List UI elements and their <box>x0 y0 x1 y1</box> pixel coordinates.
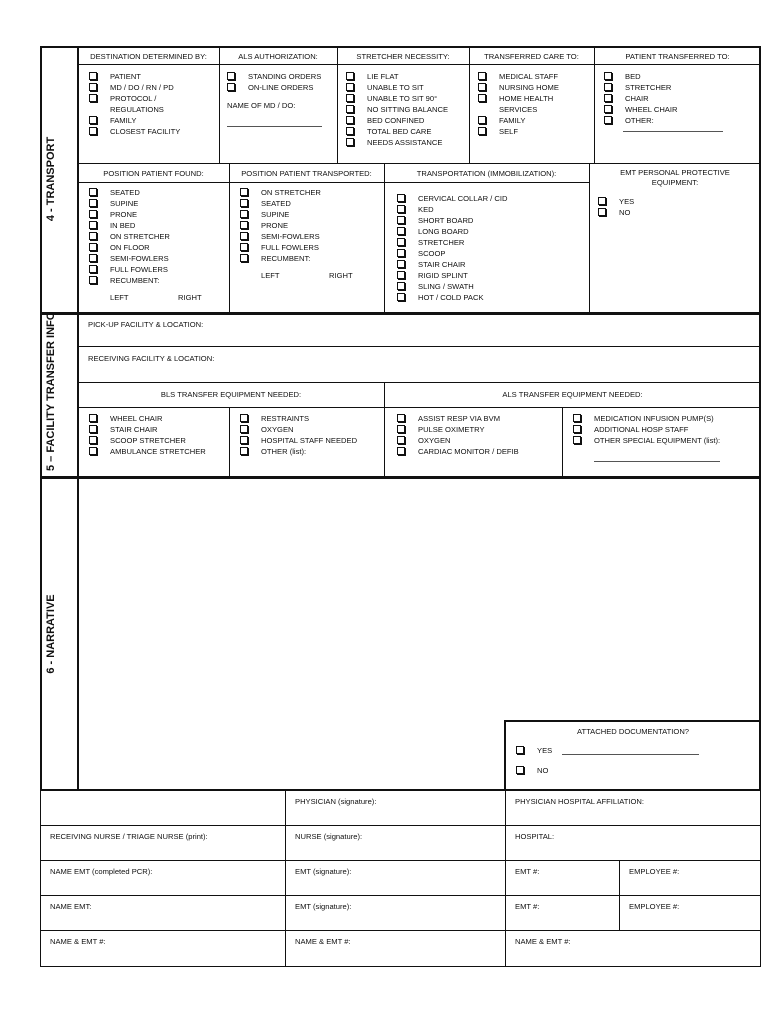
checkbox[interactable] <box>240 210 248 218</box>
checkbox[interactable] <box>89 425 97 433</box>
list-item[interactable]: PROTOCOL / REGULATIONS <box>89 93 180 115</box>
list-item[interactable]: WHEEL CHAIR <box>604 104 677 115</box>
list-item[interactable]: BED CONFINED <box>346 115 448 126</box>
checkbox[interactable] <box>397 205 405 213</box>
col-divider <box>505 790 506 967</box>
list-item[interactable]: OTHER (list): <box>240 446 357 457</box>
immobilization-title: TRANSPORTATION (IMMOBILIZATION): <box>416 169 557 178</box>
md-name-field[interactable] <box>227 126 322 127</box>
als-auth-title: ALS AUTHORIZATION: <box>238 52 318 61</box>
attached-doc-title: ATTACHED DOCUMENTATION? <box>576 727 690 736</box>
row-divider <box>40 895 761 896</box>
checkbox[interactable] <box>89 436 97 444</box>
list-item[interactable]: PRONE <box>240 220 321 231</box>
col-divider <box>562 407 563 478</box>
checkbox[interactable] <box>89 221 97 229</box>
checkbox[interactable] <box>240 188 248 196</box>
checkbox[interactable] <box>397 436 405 444</box>
list-item[interactable]: STRETCHER <box>604 82 677 93</box>
list-item[interactable]: NEEDS ASSISTANCE <box>346 137 448 148</box>
list-item[interactable]: SHORT BOARD <box>397 215 507 226</box>
list-item[interactable]: RIGID SPLINT <box>397 270 507 281</box>
checkbox[interactable] <box>89 243 97 251</box>
checkbox[interactable] <box>478 116 486 124</box>
bls-col2-list <box>240 413 357 457</box>
list-item[interactable]: KED <box>397 204 507 215</box>
checkbox[interactable] <box>346 116 354 124</box>
other-transfer-field[interactable] <box>623 131 723 132</box>
checkbox[interactable] <box>397 271 405 279</box>
list-item[interactable]: STANDING ORDERS <box>227 71 321 82</box>
als-title: ALS TRANSFER EQUIPMENT NEEDED: <box>502 390 643 399</box>
als-col1-list <box>397 413 519 457</box>
ppe-title-1: EMT PERSONAL PROTECTIVE <box>620 168 730 177</box>
col-divider <box>285 790 286 967</box>
list-item[interactable]: SUPINE <box>240 209 321 220</box>
checkbox[interactable] <box>240 425 248 433</box>
checkbox[interactable] <box>397 425 405 433</box>
other-special-equipment-field[interactable] <box>594 461 720 462</box>
list-item[interactable]: HOME HEALTH SERVICES <box>478 93 569 115</box>
checkbox[interactable] <box>397 249 405 257</box>
list-item[interactable]: BED <box>604 71 677 82</box>
col-divider <box>384 163 385 314</box>
emt-number-label: EMT #: <box>515 867 540 876</box>
list-item[interactable]: HOSPITAL STAFF NEEDED <box>240 435 357 446</box>
checkbox[interactable] <box>227 72 235 80</box>
list-item[interactable]: NO <box>598 207 634 218</box>
transport-section-label: 4 - TRANSPORT <box>45 136 57 222</box>
list-item[interactable]: NURSING HOME <box>478 82 569 93</box>
list-item[interactable]: HOT / COLD PACK <box>397 292 507 303</box>
list-item[interactable]: NO <box>516 765 552 776</box>
checkbox[interactable] <box>397 227 405 235</box>
list-item[interactable]: RECUMBENT: <box>89 275 170 286</box>
checkbox[interactable] <box>573 414 581 422</box>
checkbox[interactable] <box>346 127 354 135</box>
pickup-facility-label: PICK-UP FACILITY & LOCATION: <box>88 320 204 329</box>
checkbox[interactable] <box>604 83 612 91</box>
row-divider <box>78 163 761 164</box>
checkbox[interactable] <box>478 83 486 91</box>
pos-found-list <box>89 187 170 286</box>
list-item[interactable]: ON-LINE ORDERS <box>227 82 321 93</box>
checkbox[interactable] <box>89 254 97 262</box>
checkbox[interactable] <box>89 83 97 91</box>
name-emt-label: NAME EMT: <box>50 902 92 911</box>
transport-label-divider <box>77 46 79 314</box>
list-item[interactable]: PULSE OXIMETRY <box>397 424 519 435</box>
list-item[interactable]: TOTAL BED CARE <box>346 126 448 137</box>
pos-found-left[interactable]: LEFT <box>110 293 129 302</box>
pos-transported-list <box>240 187 321 264</box>
list-item[interactable]: UNABLE TO SIT 90° <box>346 93 448 104</box>
name-emt-pcr-label: NAME EMT (completed PCR): <box>50 867 153 876</box>
list-item[interactable]: YES <box>598 196 634 207</box>
list-item[interactable]: ASSIST RESP VIA BVM <box>397 413 519 424</box>
checkbox[interactable] <box>478 127 486 135</box>
col-divider <box>229 163 230 314</box>
checkbox[interactable] <box>89 188 97 196</box>
row-divider <box>78 382 761 383</box>
checkbox[interactable] <box>573 436 581 444</box>
checkbox[interactable] <box>240 254 248 262</box>
pos-found-title: POSITION PATIENT FOUND: <box>103 169 204 178</box>
checkbox[interactable] <box>397 447 405 455</box>
list-item[interactable]: WHEEL CHAIR <box>89 413 206 424</box>
narrative-label-divider <box>77 477 79 791</box>
pos-found-right[interactable]: RIGHT <box>178 293 202 302</box>
emt-number-label-2: EMT #: <box>515 902 540 911</box>
list-item[interactable]: UNABLE TO SIT <box>346 82 448 93</box>
narrative-section-label: 6 - NARRATIVE <box>45 594 57 674</box>
hospital-label: HOSPITAL: <box>515 832 555 841</box>
checkbox[interactable] <box>227 83 235 91</box>
list-item[interactable]: STRETCHER <box>397 237 507 248</box>
physician-signature-label: PHYSICIAN (signature): <box>295 797 377 806</box>
list-item[interactable]: STAIR CHAIR <box>89 424 206 435</box>
list-item[interactable]: MEDICATION INFUSION PUMP(S) <box>573 413 720 424</box>
list-item[interactable]: MD / DO / RN / PD <box>89 82 180 93</box>
checkbox[interactable] <box>89 116 97 124</box>
checkbox[interactable] <box>598 208 606 216</box>
narrative-text-area[interactable] <box>80 480 758 720</box>
list-item[interactable]: CHAIR <box>604 93 677 104</box>
checkbox[interactable] <box>346 72 354 80</box>
checkbox[interactable] <box>240 243 248 251</box>
checkbox[interactable] <box>604 94 612 102</box>
list-item[interactable]: FULL FOWLERS <box>89 264 170 275</box>
bls-col1-list <box>89 413 206 457</box>
list-item[interactable]: YES <box>516 745 552 765</box>
attached-doc-top <box>505 720 761 722</box>
care-to-list <box>478 71 569 137</box>
checkbox[interactable] <box>516 746 524 754</box>
list-item[interactable]: STAIR CHAIR <box>397 259 507 270</box>
list-item[interactable]: RECUMBENT: <box>240 253 321 264</box>
checkbox[interactable] <box>604 72 612 80</box>
checkbox[interactable] <box>397 282 405 290</box>
checkbox[interactable] <box>240 414 248 422</box>
list-item[interactable]: SELF <box>478 126 569 137</box>
physician-affiliation-label: PHYSICIAN HOSPITAL AFFILIATION: <box>515 797 644 806</box>
checkbox[interactable] <box>89 265 97 273</box>
checkbox[interactable] <box>240 447 248 455</box>
emt-signature-label: EMT (signature): <box>295 867 352 876</box>
list-item[interactable]: FAMILY <box>89 115 180 126</box>
checkbox[interactable] <box>397 194 405 202</box>
stretcher-title: STRETCHER NECESSITY: <box>356 52 450 61</box>
als-auth-list <box>227 71 321 93</box>
header-underline <box>78 64 761 65</box>
checkbox[interactable] <box>346 94 354 102</box>
stretcher-list <box>346 71 448 148</box>
signature-section <box>40 790 761 967</box>
checkbox[interactable] <box>397 238 405 246</box>
checkbox[interactable] <box>89 414 97 422</box>
list-item[interactable]: SEMI-FOWLERS <box>240 231 321 242</box>
checkbox[interactable] <box>516 766 524 774</box>
list-item[interactable]: MEDICAL STAFF <box>478 71 569 82</box>
col-divider <box>384 382 385 478</box>
nurse-signature-label: NURSE (signature): <box>295 832 363 841</box>
checkbox[interactable] <box>346 83 354 91</box>
checkbox[interactable] <box>89 276 97 284</box>
list-item[interactable]: SEATED <box>240 198 321 209</box>
list-item[interactable]: PATIENT <box>89 71 180 82</box>
facility-section-label: 5 – FACILITY TRANSFER INFO <box>45 311 57 471</box>
list-item[interactable]: CERVICAL COLLAR / CID <box>397 193 507 204</box>
list-item[interactable]: RESTRAINTS <box>240 413 357 424</box>
destination-list <box>89 71 180 137</box>
checkbox[interactable] <box>397 293 405 301</box>
list-item[interactable]: ON STRETCHER <box>89 231 170 242</box>
list-item[interactable]: PRONE <box>89 209 170 220</box>
list-item[interactable]: LONG BOARD <box>397 226 507 237</box>
emt-signature-label-2: EMT (signature): <box>295 902 352 911</box>
care-to-title: TRANSFERRED CARE TO: <box>484 52 579 61</box>
header-underline <box>78 182 589 183</box>
attached-doc-yes-field[interactable] <box>562 754 699 755</box>
checkbox[interactable] <box>89 94 97 102</box>
checkbox[interactable] <box>89 127 97 135</box>
list-item[interactable]: OXYGEN <box>397 435 519 446</box>
pos-transported-left[interactable]: LEFT <box>261 271 280 280</box>
checkbox[interactable] <box>89 210 97 218</box>
list-item[interactable]: CARDIAC MONITOR / DEFIB <box>397 446 519 457</box>
list-item[interactable]: IN BED <box>89 220 170 231</box>
list-item[interactable]: OXYGEN <box>240 424 357 435</box>
checkbox[interactable] <box>89 447 97 455</box>
list-item[interactable]: FAMILY <box>478 115 569 126</box>
receiving-facility-label: RECEIVING FACILITY & LOCATION: <box>88 354 215 363</box>
checkbox[interactable] <box>397 414 405 422</box>
checkbox[interactable] <box>346 105 354 113</box>
list-item[interactable]: SLING / SWATH <box>397 281 507 292</box>
employee-number-label: EMPLOYEE #: <box>629 867 680 876</box>
list-item[interactable]: NO SITTING BALANCE <box>346 104 448 115</box>
checkbox[interactable] <box>478 72 486 80</box>
transferred-to-title: PATIENT TRANSFERRED TO: <box>625 52 730 61</box>
checkbox[interactable] <box>89 72 97 80</box>
name-emt-number-label-2: NAME & EMT #: <box>295 937 351 946</box>
pos-transported-title: POSITION PATIENT TRANSPORTED: <box>241 169 372 178</box>
checkbox[interactable] <box>240 436 248 444</box>
list-item[interactable]: FULL FOWLERS <box>240 242 321 253</box>
list-item[interactable]: ADDITIONAL HOSP STAFF <box>573 424 720 435</box>
list-item[interactable]: SUPINE <box>89 198 170 209</box>
checkbox[interactable] <box>397 260 405 268</box>
checkbox[interactable] <box>89 232 97 240</box>
checkbox[interactable] <box>604 116 612 124</box>
checkbox[interactable] <box>240 199 248 207</box>
ppe-list <box>598 196 634 218</box>
list-item[interactable]: OTHER SPECIAL EQUIPMENT (list): <box>573 435 720 446</box>
checkbox[interactable] <box>240 232 248 240</box>
list-item[interactable]: OTHER: <box>604 115 677 126</box>
immobilization-list <box>397 193 507 303</box>
checkbox[interactable] <box>604 105 612 113</box>
list-item[interactable]: LIE FLAT <box>346 71 448 82</box>
checkbox[interactable] <box>598 197 606 205</box>
checkbox[interactable] <box>240 221 248 229</box>
row-divider <box>40 825 761 826</box>
destination-title: DESTINATION DETERMINED BY: <box>90 52 207 61</box>
name-emt-number-label-1: NAME & EMT #: <box>50 937 106 946</box>
pos-transported-right[interactable]: RIGHT <box>329 271 353 280</box>
list-item[interactable]: ON STRETCHER <box>240 187 321 198</box>
list-item[interactable]: CLOSEST FACILITY <box>89 126 180 137</box>
list-item[interactable]: SCOOP STRETCHER <box>89 435 206 446</box>
receiving-nurse-label: RECEIVING NURSE / TRIAGE NURSE (print): <box>50 832 208 841</box>
ppe-title-2: EQUIPMENT: <box>651 178 699 187</box>
checkbox[interactable] <box>478 94 486 102</box>
checkbox[interactable] <box>89 199 97 207</box>
checkbox[interactable] <box>397 216 405 224</box>
header-underline <box>78 407 761 408</box>
md-name-label: NAME OF MD / DO: <box>227 101 296 110</box>
bls-title: BLS TRANSFER EQUIPMENT NEEDED: <box>160 390 302 399</box>
row-divider <box>40 930 761 931</box>
checkbox[interactable] <box>573 425 581 433</box>
checkbox[interactable] <box>346 138 354 146</box>
col-divider <box>229 407 230 478</box>
list-item[interactable]: SCOOP <box>397 248 507 259</box>
employee-number-label-2: EMPLOYEE #: <box>629 902 680 911</box>
row-divider <box>40 860 761 861</box>
transferred-to-list <box>604 71 677 126</box>
list-item[interactable]: SEMI-FOWLERS <box>89 253 170 264</box>
row-divider <box>78 346 761 347</box>
col-divider <box>619 860 620 930</box>
list-item[interactable]: AMBULANCE STRETCHER <box>89 446 206 457</box>
attached-doc-list <box>516 745 552 776</box>
name-emt-number-label-3: NAME & EMT #: <box>515 937 571 946</box>
list-item[interactable]: SEATED <box>89 187 170 198</box>
als-col2-list <box>573 413 720 446</box>
list-item[interactable]: ON FLOOR <box>89 242 170 253</box>
